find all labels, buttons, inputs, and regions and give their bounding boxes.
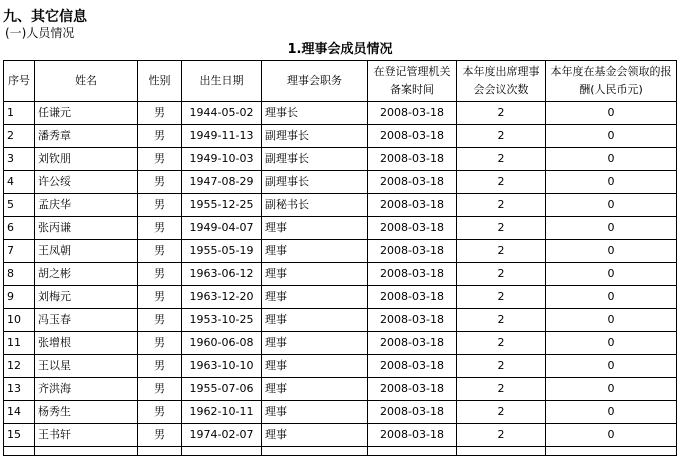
cell-position: 理事 (262, 401, 368, 424)
cell-filing-date: 2008-03-18 (368, 263, 457, 286)
table-row (4, 171, 677, 194)
cell-index: 10 (4, 309, 35, 332)
cell-index: 12 (4, 355, 35, 378)
empty-cell (457, 447, 546, 456)
cell-compensation: 0 (546, 125, 677, 148)
cell-birth-date: 1963-10-10 (182, 355, 262, 378)
cell-name: 胡之彬 (35, 263, 138, 286)
cell-meeting-count: 2 (457, 378, 546, 401)
cell-index: 4 (4, 171, 35, 194)
cell-position: 理事 (262, 378, 368, 401)
table-row (4, 309, 677, 332)
empty-cell (4, 447, 35, 456)
empty-cell (262, 447, 368, 456)
cell-filing-date: 2008-03-18 (368, 401, 457, 424)
empty-cell (35, 447, 138, 456)
table-row (4, 217, 677, 240)
cell-compensation: 0 (546, 401, 677, 424)
cell-filing-date: 2008-03-18 (368, 286, 457, 309)
cell-filing-date: 2008-03-18 (368, 240, 457, 263)
cell-position: 副理事长 (262, 171, 368, 194)
cell-gender: 男 (138, 194, 182, 217)
column-header-name: 姓名 (35, 61, 138, 102)
cell-birth-date: 1963-06-12 (182, 263, 262, 286)
cell-filing-date: 2008-03-18 (368, 194, 457, 217)
cell-compensation: 0 (546, 263, 677, 286)
cell-meeting-count: 2 (457, 240, 546, 263)
cell-filing-date: 2008-03-18 (368, 424, 457, 447)
empty-cell (368, 447, 457, 456)
cell-gender: 男 (138, 286, 182, 309)
table-title: 1.理事会成员情况 (287, 42, 393, 57)
cell-compensation: 0 (546, 378, 677, 401)
table-row (4, 240, 677, 263)
cell-birth-date: 1955-12-25 (182, 194, 262, 217)
cell-compensation: 0 (546, 148, 677, 171)
cell-birth-date: 1955-07-06 (182, 378, 262, 401)
table-row (4, 263, 677, 286)
cell-name: 王以星 (35, 355, 138, 378)
cell-gender: 男 (138, 148, 182, 171)
cell-index: 6 (4, 217, 35, 240)
cell-compensation: 0 (546, 171, 677, 194)
cell-position: 理事 (262, 217, 368, 240)
table-row (4, 125, 677, 148)
cell-compensation: 0 (546, 240, 677, 263)
cell-compensation: 0 (546, 355, 677, 378)
cell-birth-date: 1949-10-03 (182, 148, 262, 171)
cell-index: 14 (4, 401, 35, 424)
cell-meeting-count: 2 (457, 424, 546, 447)
cell-meeting-count: 2 (457, 286, 546, 309)
cell-name: 刘梅元 (35, 286, 138, 309)
cell-index: 2 (4, 125, 35, 148)
table-row (4, 378, 677, 401)
cell-name: 冯玉春 (35, 309, 138, 332)
cell-gender: 男 (138, 171, 182, 194)
cell-name: 王书轩 (35, 424, 138, 447)
cell-meeting-count: 2 (457, 263, 546, 286)
cell-filing-date: 2008-03-18 (368, 378, 457, 401)
cell-position: 副理事长 (262, 125, 368, 148)
cell-gender: 男 (138, 102, 182, 125)
table-body (4, 102, 677, 456)
cell-compensation: 0 (546, 102, 677, 125)
table-header-row (4, 61, 677, 102)
table-row (4, 355, 677, 378)
board-members-table (3, 60, 677, 456)
cell-birth-date: 1955-05-19 (182, 240, 262, 263)
cell-name: 张丙谦 (35, 217, 138, 240)
table-row (4, 401, 677, 424)
cell-index: 7 (4, 240, 35, 263)
cell-filing-date: 2008-03-18 (368, 148, 457, 171)
column-header-gender: 性别 (138, 61, 182, 102)
column-header-index: 序号 (4, 61, 35, 102)
cell-index: 13 (4, 378, 35, 401)
cell-gender: 男 (138, 240, 182, 263)
cell-birth-date: 1962-10-11 (182, 401, 262, 424)
column-header-birth-date: 出生日期 (182, 61, 262, 102)
cell-meeting-count: 2 (457, 355, 546, 378)
cell-filing-date: 2008-03-18 (368, 125, 457, 148)
cell-index: 3 (4, 148, 35, 171)
cell-name: 张增根 (35, 332, 138, 355)
cell-birth-date: 1947-08-29 (182, 171, 262, 194)
cell-name: 潘秀章 (35, 125, 138, 148)
cell-filing-date: 2008-03-18 (368, 309, 457, 332)
cell-index: 15 (4, 424, 35, 447)
column-header-compensation: 本年度在基金会领取的报酬(人民币元) (546, 61, 677, 102)
cell-filing-date: 2008-03-18 (368, 355, 457, 378)
cell-position: 理事 (262, 286, 368, 309)
column-header-position: 理事会职务 (262, 61, 368, 102)
empty-cell (138, 447, 182, 456)
empty-cell (546, 447, 677, 456)
cell-meeting-count: 2 (457, 309, 546, 332)
cell-compensation: 0 (546, 217, 677, 240)
cell-index: 1 (4, 102, 35, 125)
cell-meeting-count: 2 (457, 332, 546, 355)
cell-meeting-count: 2 (457, 194, 546, 217)
cell-gender: 男 (138, 401, 182, 424)
subsection-title: (一)人员情况 (5, 26, 75, 40)
cell-name: 许公绥 (35, 171, 138, 194)
cell-position: 理事 (262, 355, 368, 378)
cell-name: 王凤朝 (35, 240, 138, 263)
column-header-filing-date: 在登记管理机关备案时间 (368, 61, 457, 102)
cell-index: 8 (4, 263, 35, 286)
cell-index: 9 (4, 286, 35, 309)
cell-filing-date: 2008-03-18 (368, 102, 457, 125)
empty-cell (182, 447, 262, 456)
cell-gender: 男 (138, 378, 182, 401)
cell-gender: 男 (138, 263, 182, 286)
table-row (4, 148, 677, 171)
cell-filing-date: 2008-03-18 (368, 332, 457, 355)
cell-index: 5 (4, 194, 35, 217)
cell-birth-date: 1953-10-25 (182, 309, 262, 332)
cell-compensation: 0 (546, 332, 677, 355)
cell-position: 理事 (262, 332, 368, 355)
section-title: 九、其它信息 (3, 9, 87, 25)
column-header-meeting-count: 本年度出席理事会会议次数 (457, 61, 546, 102)
cell-birth-date: 1949-11-13 (182, 125, 262, 148)
cell-position: 理事 (262, 309, 368, 332)
cell-birth-date: 1944-05-02 (182, 102, 262, 125)
cell-birth-date: 1960-06-08 (182, 332, 262, 355)
cell-compensation: 0 (546, 424, 677, 447)
cell-index: 11 (4, 332, 35, 355)
cell-meeting-count: 2 (457, 171, 546, 194)
cell-compensation: 0 (546, 286, 677, 309)
cell-position: 理事 (262, 263, 368, 286)
cell-meeting-count: 2 (457, 102, 546, 125)
table-row (4, 102, 677, 125)
table-row (4, 424, 677, 447)
cell-birth-date: 1963-12-20 (182, 286, 262, 309)
cell-gender: 男 (138, 332, 182, 355)
cell-position: 理事长 (262, 102, 368, 125)
cell-filing-date: 2008-03-18 (368, 171, 457, 194)
cell-birth-date: 1974-02-07 (182, 424, 262, 447)
cell-gender: 男 (138, 217, 182, 240)
cell-meeting-count: 2 (457, 148, 546, 171)
cell-filing-date: 2008-03-18 (368, 217, 457, 240)
cell-position: 理事 (262, 240, 368, 263)
cell-gender: 男 (138, 125, 182, 148)
cell-meeting-count: 2 (457, 217, 546, 240)
cell-name: 任谦元 (35, 102, 138, 125)
cell-name: 孟庆华 (35, 194, 138, 217)
cell-compensation: 0 (546, 309, 677, 332)
cell-birth-date: 1949-04-07 (182, 217, 262, 240)
cell-gender: 男 (138, 309, 182, 332)
cell-meeting-count: 2 (457, 401, 546, 424)
table-row (4, 286, 677, 309)
table-row-cut-off (4, 447, 677, 456)
table-row (4, 194, 677, 217)
cell-gender: 男 (138, 424, 182, 447)
cell-compensation: 0 (546, 194, 677, 217)
cell-name: 刘钦朋 (35, 148, 138, 171)
table-row (4, 332, 677, 355)
cell-position: 理事 (262, 424, 368, 447)
cell-name: 齐洪海 (35, 378, 138, 401)
cell-position: 副秘书长 (262, 194, 368, 217)
cell-name: 杨秀生 (35, 401, 138, 424)
cell-gender: 男 (138, 355, 182, 378)
cell-meeting-count: 2 (457, 125, 546, 148)
cell-position: 副理事长 (262, 148, 368, 171)
